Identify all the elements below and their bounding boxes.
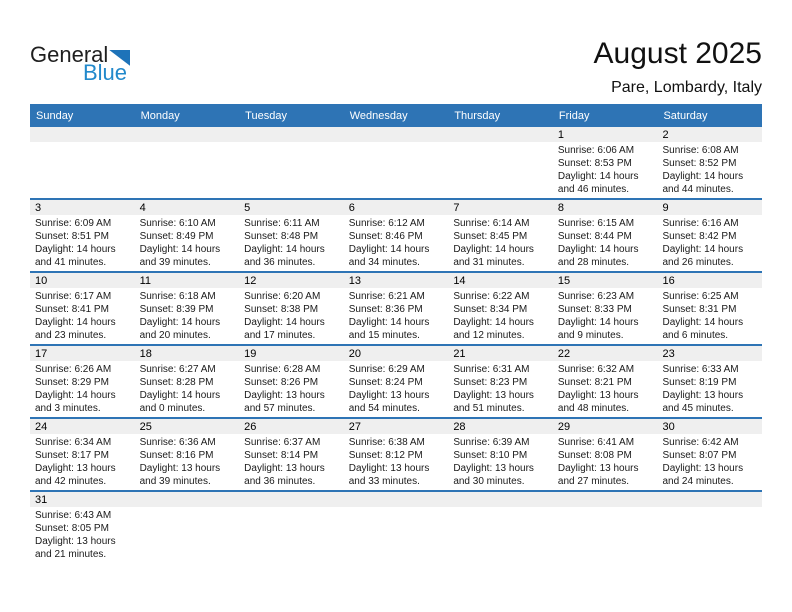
- day-cell: [553, 200, 658, 271]
- day-details: [30, 142, 135, 198]
- day-number: 21: [448, 346, 553, 361]
- day-number: 23: [657, 346, 762, 361]
- day-details: [30, 434, 135, 490]
- day-number: 18: [135, 346, 240, 361]
- dow-saturday: Saturday: [663, 109, 708, 122]
- day-sunset-text: Sunset: 8:31 PM: [662, 304, 737, 315]
- day-sunrise-text: Sunrise: 6:17 AM: [35, 291, 112, 302]
- day-number: [135, 492, 240, 507]
- day-daylight-text: Daylight: 14 hours and 39 minutes.: [139, 244, 221, 268]
- day-details: [30, 288, 135, 344]
- day-sunrise-text: Sunrise: 6:14 AM: [453, 218, 530, 229]
- day-number: 5: [239, 200, 344, 215]
- day-details: [448, 142, 553, 198]
- week-row: [30, 419, 762, 492]
- day-number: [344, 127, 449, 142]
- day-number: 30: [657, 419, 762, 434]
- day-cell: [448, 273, 553, 344]
- day-number: 15: [553, 273, 658, 288]
- day-number: 11: [135, 273, 240, 288]
- day-number: 1: [553, 127, 658, 142]
- day-sunrise-text: Sunrise: 6:43 AM: [35, 510, 112, 521]
- day-details: [239, 434, 344, 490]
- day-sunset-text: Sunset: 8:19 PM: [662, 377, 737, 388]
- day-cell: [657, 127, 762, 198]
- day-daylight-text: Daylight: 13 hours and 33 minutes.: [348, 463, 430, 487]
- day-cell: [344, 346, 449, 417]
- day-daylight-text: Daylight: 13 hours and 51 minutes.: [453, 390, 534, 414]
- day-daylight-text: Daylight: 13 hours and 54 minutes.: [348, 390, 430, 414]
- day-sunrise-text: Sunrise: 6:27 AM: [139, 364, 216, 375]
- day-details: [344, 434, 449, 490]
- logo-general-text: General: [30, 42, 109, 67]
- empty-day-cell: [239, 127, 344, 198]
- empty-day-cell: [135, 127, 240, 198]
- day-sunrise-text: Sunrise: 6:32 AM: [557, 364, 635, 375]
- day-cell: [657, 273, 762, 344]
- day-number: 8: [553, 200, 658, 215]
- day-sunrise-text: Sunrise: 6:29 AM: [348, 364, 425, 375]
- day-cell: [344, 419, 449, 490]
- day-cell: [135, 273, 240, 344]
- empty-day-cell: [135, 492, 240, 563]
- day-daylight-text: Daylight: 14 hours and 34 minutes.: [348, 244, 430, 268]
- day-sunrise-text: Sunrise: 6:20 AM: [244, 291, 321, 302]
- day-number: [448, 127, 553, 142]
- empty-day-cell: [344, 492, 449, 563]
- logo-blue-text: Blue: [83, 60, 128, 85]
- day-sunrise-text: Sunrise: 6:26 AM: [35, 364, 112, 375]
- day-sunrise-text: Sunrise: 6:10 AM: [139, 218, 216, 229]
- day-daylight-text: Daylight: 14 hours and 3 minutes.: [35, 390, 116, 414]
- day-number: 26: [239, 419, 344, 434]
- day-sunset-text: Sunset: 8:49 PM: [139, 231, 214, 242]
- day-number: [553, 492, 658, 507]
- day-sunset-text: Sunset: 8:21 PM: [557, 377, 632, 388]
- day-sunrise-text: Sunrise: 6:23 AM: [557, 291, 635, 302]
- day-sunset-text: Sunset: 8:29 PM: [35, 377, 109, 388]
- day-details: [239, 507, 344, 563]
- day-daylight-text: Daylight: 13 hours and 39 minutes.: [139, 463, 221, 487]
- day-number: 16: [657, 273, 762, 288]
- day-number: [344, 492, 449, 507]
- day-cell: [657, 200, 762, 271]
- day-cell: [553, 273, 658, 344]
- week-row: [30, 127, 762, 200]
- day-cell: [30, 346, 135, 417]
- day-cell: [135, 200, 240, 271]
- day-sunset-text: Sunset: 8:14 PM: [244, 450, 319, 461]
- day-sunset-text: Sunset: 8:16 PM: [139, 450, 214, 461]
- day-daylight-text: Daylight: 14 hours and 0 minutes.: [139, 390, 221, 414]
- day-daylight-text: Daylight: 13 hours and 30 minutes.: [453, 463, 534, 487]
- day-daylight-text: Daylight: 14 hours and 36 minutes.: [244, 244, 325, 268]
- day-sunset-text: Sunset: 8:34 PM: [453, 304, 528, 315]
- day-cell: [135, 419, 240, 490]
- day-details: [448, 361, 553, 417]
- day-details: [553, 434, 658, 490]
- day-details: [135, 507, 240, 563]
- day-details: [30, 361, 135, 417]
- day-sunrise-text: Sunrise: 6:42 AM: [662, 437, 739, 448]
- day-sunrise-text: Sunrise: 6:15 AM: [557, 218, 635, 229]
- day-number: [30, 127, 135, 142]
- day-cell: [448, 346, 553, 417]
- day-sunset-text: Sunset: 8:38 PM: [244, 304, 319, 315]
- day-number: 13: [344, 273, 449, 288]
- day-number: [239, 492, 344, 507]
- day-number: 25: [135, 419, 240, 434]
- day-number: 28: [448, 419, 553, 434]
- day-number: 17: [30, 346, 135, 361]
- day-details: [135, 434, 240, 490]
- general-blue-logo: [30, 44, 130, 84]
- day-sunrise-text: Sunrise: 6:06 AM: [557, 145, 635, 156]
- day-details: [344, 361, 449, 417]
- day-cell: [30, 200, 135, 271]
- day-sunset-text: Sunset: 8:42 PM: [662, 231, 737, 242]
- day-daylight-text: Daylight: 13 hours and 36 minutes.: [244, 463, 325, 487]
- day-details: [135, 142, 240, 198]
- page-title: August 2025: [593, 37, 762, 70]
- day-sunset-text: Sunset: 8:24 PM: [348, 377, 423, 388]
- day-cell: [553, 346, 658, 417]
- day-sunset-text: Sunset: 8:08 PM: [557, 450, 632, 461]
- day-details: [135, 215, 240, 271]
- day-daylight-text: Daylight: 13 hours and 24 minutes.: [662, 463, 744, 487]
- day-cell: [344, 200, 449, 271]
- day-number: 19: [239, 346, 344, 361]
- day-number: 9: [657, 200, 762, 215]
- day-sunrise-text: Sunrise: 6:31 AM: [453, 364, 530, 375]
- day-number: 29: [553, 419, 658, 434]
- day-sunrise-text: Sunrise: 6:36 AM: [139, 437, 216, 448]
- day-daylight-text: Daylight: 14 hours and 9 minutes.: [557, 317, 639, 341]
- day-cell: [344, 273, 449, 344]
- day-sunset-text: Sunset: 8:52 PM: [662, 158, 737, 169]
- day-daylight-text: Daylight: 14 hours and 31 minutes.: [453, 244, 534, 268]
- day-number: 31: [30, 492, 135, 507]
- empty-day-cell: [553, 492, 658, 563]
- day-of-week-header-row: [30, 104, 762, 127]
- day-number: 14: [448, 273, 553, 288]
- day-number: [239, 127, 344, 142]
- day-details: [344, 142, 449, 198]
- day-daylight-text: Daylight: 14 hours and 20 minutes.: [139, 317, 221, 341]
- week-row: [30, 273, 762, 346]
- day-daylight-text: Daylight: 13 hours and 45 minutes.: [662, 390, 744, 414]
- day-sunrise-text: Sunrise: 6:28 AM: [244, 364, 321, 375]
- day-details: [553, 361, 658, 417]
- day-daylight-text: Daylight: 14 hours and 23 minutes.: [35, 317, 116, 341]
- day-number: 7: [448, 200, 553, 215]
- day-daylight-text: Daylight: 13 hours and 57 minutes.: [244, 390, 325, 414]
- day-sunset-text: Sunset: 8:53 PM: [557, 158, 632, 169]
- day-sunrise-text: Sunrise: 6:34 AM: [35, 437, 112, 448]
- day-number: 2: [657, 127, 762, 142]
- day-daylight-text: Daylight: 13 hours and 21 minutes.: [35, 536, 116, 560]
- day-daylight-text: Daylight: 14 hours and 41 minutes.: [35, 244, 116, 268]
- empty-day-cell: [448, 492, 553, 563]
- day-details: [239, 215, 344, 271]
- day-sunrise-text: Sunrise: 6:33 AM: [662, 364, 739, 375]
- day-details: [239, 288, 344, 344]
- day-number: [448, 492, 553, 507]
- day-sunrise-text: Sunrise: 6:37 AM: [244, 437, 321, 448]
- day-sunset-text: Sunset: 8:45 PM: [453, 231, 528, 242]
- day-sunrise-text: Sunrise: 6:39 AM: [453, 437, 530, 448]
- day-details: [657, 142, 762, 198]
- day-number: 22: [553, 346, 658, 361]
- day-sunset-text: Sunset: 8:07 PM: [662, 450, 737, 461]
- day-daylight-text: Daylight: 14 hours and 12 minutes.: [453, 317, 534, 341]
- day-sunset-text: Sunset: 8:10 PM: [453, 450, 528, 461]
- dow-monday: Monday: [140, 109, 180, 122]
- day-details: [448, 215, 553, 271]
- day-sunrise-text: Sunrise: 6:21 AM: [348, 291, 425, 302]
- day-details: [657, 288, 762, 344]
- day-cell: [239, 419, 344, 490]
- calendar-grid: [30, 104, 762, 563]
- day-cell: [448, 200, 553, 271]
- day-daylight-text: Daylight: 14 hours and 44 minutes.: [662, 171, 744, 195]
- day-sunset-text: Sunset: 8:48 PM: [244, 231, 319, 242]
- day-sunset-text: Sunset: 8:46 PM: [348, 231, 423, 242]
- day-number: [657, 492, 762, 507]
- day-daylight-text: Daylight: 13 hours and 27 minutes.: [557, 463, 639, 487]
- day-sunrise-text: Sunrise: 6:38 AM: [348, 437, 425, 448]
- day-sunset-text: Sunset: 8:05 PM: [35, 523, 109, 534]
- day-cell: [30, 273, 135, 344]
- day-sunrise-text: Sunrise: 6:18 AM: [139, 291, 216, 302]
- day-cell: [657, 346, 762, 417]
- day-details: [30, 215, 135, 271]
- dow-thursday: Thursday: [454, 109, 501, 122]
- empty-day-cell: [239, 492, 344, 563]
- week-row: [30, 200, 762, 273]
- day-cell: [553, 127, 658, 198]
- day-sunset-text: Sunset: 8:28 PM: [139, 377, 214, 388]
- day-daylight-text: Daylight: 13 hours and 48 minutes.: [557, 390, 639, 414]
- day-cell: [135, 346, 240, 417]
- day-sunset-text: Sunset: 8:33 PM: [557, 304, 632, 315]
- empty-day-cell: [30, 127, 135, 198]
- day-sunset-text: Sunset: 8:44 PM: [557, 231, 632, 242]
- day-details: [448, 434, 553, 490]
- day-details: [657, 215, 762, 271]
- day-details: [657, 361, 762, 417]
- dow-wednesday: Wednesday: [349, 109, 408, 122]
- day-daylight-text: Daylight: 14 hours and 6 minutes.: [662, 317, 744, 341]
- day-cell: [30, 419, 135, 490]
- dow-sunday: Sunday: [36, 109, 74, 122]
- page-subtitle: Pare, Lombardy, Italy: [611, 79, 762, 96]
- day-sunrise-text: Sunrise: 6:11 AM: [244, 218, 320, 229]
- day-details: [239, 142, 344, 198]
- day-sunset-text: Sunset: 8:17 PM: [35, 450, 109, 461]
- day-sunset-text: Sunset: 8:23 PM: [453, 377, 528, 388]
- day-details: [657, 434, 762, 490]
- day-details: [30, 507, 135, 563]
- day-daylight-text: Daylight: 13 hours and 42 minutes.: [35, 463, 116, 487]
- week-row: [30, 346, 762, 419]
- day-details: [344, 288, 449, 344]
- day-number: 6: [344, 200, 449, 215]
- day-number: 4: [135, 200, 240, 215]
- day-sunrise-text: Sunrise: 6:22 AM: [453, 291, 530, 302]
- empty-day-cell: [448, 127, 553, 198]
- day-number: 27: [344, 419, 449, 434]
- day-number: 20: [344, 346, 449, 361]
- day-sunrise-text: Sunrise: 6:41 AM: [557, 437, 635, 448]
- day-sunrise-text: Sunrise: 6:08 AM: [662, 145, 739, 156]
- day-sunrise-text: Sunrise: 6:12 AM: [348, 218, 425, 229]
- day-number: 24: [30, 419, 135, 434]
- day-cell: [553, 419, 658, 490]
- day-sunset-text: Sunset: 8:12 PM: [348, 450, 423, 461]
- day-sunset-text: Sunset: 8:36 PM: [348, 304, 423, 315]
- day-sunrise-text: Sunrise: 6:25 AM: [662, 291, 739, 302]
- day-cell: [239, 273, 344, 344]
- dow-tuesday: Tuesday: [245, 109, 287, 122]
- day-details: [448, 507, 553, 563]
- day-number: 3: [30, 200, 135, 215]
- empty-day-cell: [344, 127, 449, 198]
- day-details: [553, 288, 658, 344]
- day-cell: [239, 200, 344, 271]
- day-sunset-text: Sunset: 8:39 PM: [139, 304, 214, 315]
- day-daylight-text: Daylight: 14 hours and 28 minutes.: [557, 244, 639, 268]
- day-daylight-text: Daylight: 14 hours and 17 minutes.: [244, 317, 325, 341]
- day-sunset-text: Sunset: 8:26 PM: [244, 377, 319, 388]
- day-daylight-text: Daylight: 14 hours and 15 minutes.: [348, 317, 430, 341]
- day-cell: [448, 419, 553, 490]
- day-sunrise-text: Sunrise: 6:09 AM: [35, 218, 112, 229]
- day-details: [553, 215, 658, 271]
- day-details: [448, 288, 553, 344]
- day-details: [344, 507, 449, 563]
- day-details: [553, 507, 658, 563]
- day-cell: [239, 346, 344, 417]
- day-number: [135, 127, 240, 142]
- weeks-container: [30, 127, 762, 563]
- day-sunset-text: Sunset: 8:41 PM: [35, 304, 109, 315]
- day-cell: [30, 492, 135, 563]
- day-details: [135, 361, 240, 417]
- day-number: 10: [30, 273, 135, 288]
- day-details: [657, 507, 762, 563]
- day-daylight-text: Daylight: 14 hours and 26 minutes.: [662, 244, 744, 268]
- day-details: [344, 215, 449, 271]
- day-details: [135, 288, 240, 344]
- day-daylight-text: Daylight: 14 hours and 46 minutes.: [557, 171, 639, 195]
- day-details: [553, 142, 658, 198]
- empty-day-cell: [657, 492, 762, 563]
- day-cell: [657, 419, 762, 490]
- day-sunrise-text: Sunrise: 6:16 AM: [662, 218, 739, 229]
- day-number: 12: [239, 273, 344, 288]
- dow-friday: Friday: [558, 109, 590, 122]
- week-row: [30, 492, 762, 563]
- day-sunset-text: Sunset: 8:51 PM: [35, 231, 109, 242]
- day-details: [239, 361, 344, 417]
